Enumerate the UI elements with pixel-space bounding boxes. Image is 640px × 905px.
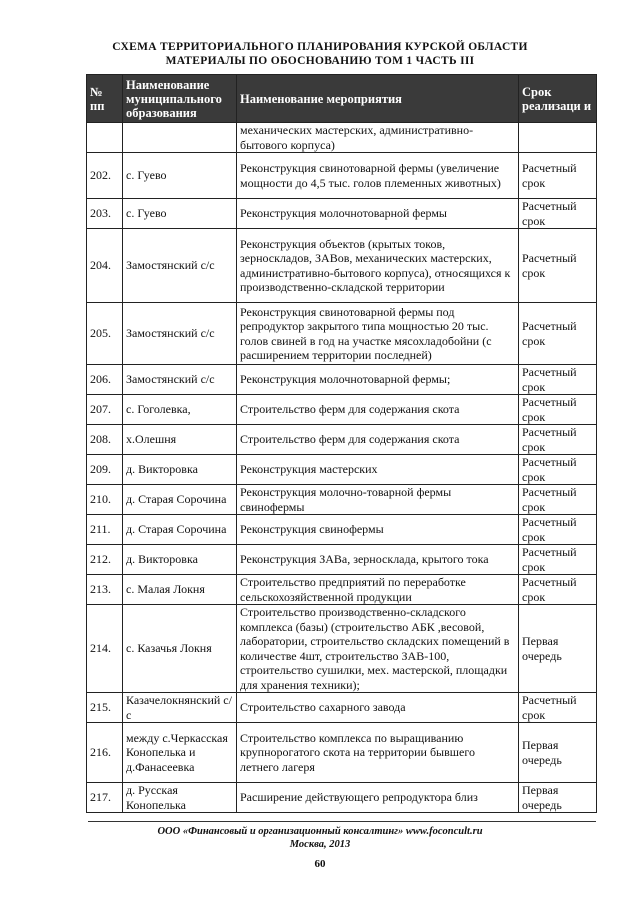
table-row — [87, 693, 597, 723]
row-municipality: Казачелокнянский с/с — [123, 693, 237, 723]
row-municipality: с. Малая Локня — [123, 575, 237, 605]
table-row — [87, 515, 597, 545]
table-row — [87, 545, 597, 575]
row-measure: Строительство сахарного завода — [237, 693, 519, 723]
row-municipality: Замостянский с/с — [123, 303, 237, 365]
row-term: Первая очередь — [519, 783, 597, 813]
row-number: 203. — [87, 199, 123, 229]
page-number: 60 — [314, 858, 326, 870]
row-number: 204. — [87, 229, 123, 303]
row-municipality: с. Гуево — [123, 199, 237, 229]
row-measure: механических мастерских, административно-бытового корпуса) — [237, 123, 519, 153]
table-row — [87, 455, 597, 485]
table-body — [87, 123, 597, 813]
row-term: Расчетный срок — [519, 693, 597, 723]
row-measure: Строительство ферм для содержания скота — [237, 395, 519, 425]
table-row — [87, 153, 597, 199]
row-number: 214. — [87, 605, 123, 693]
row-term: Расчетный срок — [519, 365, 597, 395]
page-header — [0, 40, 640, 68]
row-measure: Реконструкция свинотоварной фермы под репродуктор закрытого типа мощностью 20 тыс. голов свиней в год на участке мясохладобойни (с расширением территории последней) — [237, 303, 519, 365]
row-measure: Расширение действующего репродуктора близ — [237, 783, 519, 813]
row-measure: Реконструкция свинофермы — [237, 515, 519, 545]
row-municipality — [123, 123, 237, 153]
table-row — [87, 605, 597, 693]
row-municipality: Замостянский с/с — [123, 229, 237, 303]
row-term: Расчетный срок — [519, 199, 597, 229]
table-row — [87, 575, 597, 605]
row-number: 211. — [87, 515, 123, 545]
col-header-measure: Наименование мероприятия — [237, 75, 519, 123]
footer-divider — [88, 821, 596, 822]
row-number: 202. — [87, 153, 123, 199]
row-number: 210. — [87, 485, 123, 515]
row-measure: Строительство производственно-складского комплекса (базы) (строительство АБК ,весовой, лаборатории, строительство складских помещений в количестве 4шт, строительство ЗАВ-100, строительство сушилки, мех. мастерской, площадки для хранения техники); — [237, 605, 519, 693]
table-row — [87, 365, 597, 395]
row-number: 209. — [87, 455, 123, 485]
row-municipality: с. Гоголевка, — [123, 395, 237, 425]
row-number: 213. — [87, 575, 123, 605]
row-term: Первая очередь — [519, 605, 597, 693]
row-term: Расчетный срок — [519, 395, 597, 425]
row-term: Расчетный срок — [519, 485, 597, 515]
row-term: Расчетный срок — [519, 455, 597, 485]
row-municipality: х.Олешня — [123, 425, 237, 455]
row-number: 205. — [87, 303, 123, 365]
row-term: Расчетный срок — [519, 153, 597, 199]
row-municipality: д. Викторовка — [123, 545, 237, 575]
row-number: 217. — [87, 783, 123, 813]
row-term: Расчетный срок — [519, 425, 597, 455]
row-municipality: с. Казачья Локня — [123, 605, 237, 693]
row-number: 207. — [87, 395, 123, 425]
row-municipality: между с.Черкасская Конопелька и д.Фанасеевка — [123, 723, 237, 783]
row-term: Расчетный срок — [519, 545, 597, 575]
header-title: СХЕМА ТЕРРИТОРИАЛЬНОГО ПЛАНИРОВАНИЯ КУРСКОЙ ОБЛАСТИ — [112, 41, 528, 53]
col-header-number: № пп — [87, 75, 123, 123]
row-number: 215. — [87, 693, 123, 723]
row-term: Расчетный срок — [519, 575, 597, 605]
row-number: 216. — [87, 723, 123, 783]
table-row — [87, 303, 597, 365]
measures-table — [86, 74, 597, 813]
row-measure: Строительство предприятий по переработке сельскохозяйственной продукции — [237, 575, 519, 605]
table-row — [87, 229, 597, 303]
row-municipality: д. Старая Сорочина — [123, 515, 237, 545]
row-term — [519, 123, 597, 153]
row-number — [87, 123, 123, 153]
table-row — [87, 723, 597, 783]
row-municipality: с. Гуево — [123, 153, 237, 199]
row-number: 206. — [87, 365, 123, 395]
row-measure: Реконструкция молочнотоварной фермы — [237, 199, 519, 229]
footer-company: ООО «Финансовый и организационный консалтинг» www.foconcult.ru — [157, 826, 483, 837]
row-measure: Реконструкция свинотоварной фермы (увеличение мощности до 4,5 тыс. голов племенных животных) — [237, 153, 519, 199]
row-measure: Реконструкция мастерских — [237, 455, 519, 485]
col-header-municipality: Наименование муниципального образования — [123, 75, 237, 123]
row-number: 208. — [87, 425, 123, 455]
footer-city: Москва, 2013 — [289, 839, 351, 850]
row-measure: Реконструкция объектов (крытых токов, зерноскладов, ЗАВов, механических мастерских, административно-бытового корпуса), относящихся к производственно-складской территории — [237, 229, 519, 303]
row-municipality: д. Викторовка — [123, 455, 237, 485]
row-municipality: Замостянский с/с — [123, 365, 237, 395]
row-number: 212. — [87, 545, 123, 575]
table-row — [87, 395, 597, 425]
row-municipality: д. Русская Конопелька — [123, 783, 237, 813]
row-term: Расчетный срок — [519, 229, 597, 303]
header-subtitle: МАТЕРИАЛЫ ПО ОБОСНОВАНИЮ ТОМ 1 ЧАСТЬ III — [165, 55, 475, 67]
row-municipality: д. Старая Сорочина — [123, 485, 237, 515]
table-row — [87, 783, 597, 813]
table-row — [87, 425, 597, 455]
row-measure: Строительство ферм для содержания скота — [237, 425, 519, 455]
col-header-term: Срок реализаци и — [519, 75, 597, 123]
table-row — [87, 123, 597, 153]
row-term: Расчетный срок — [519, 515, 597, 545]
row-measure: Реконструкция молочно-товарной фермы свинофермы — [237, 485, 519, 515]
row-measure: Строительство комплекса по выращиванию крупнорогатого скота на территории бывшего летнего лагеря — [237, 723, 519, 783]
row-term: Первая очередь — [519, 723, 597, 783]
table-row — [87, 485, 597, 515]
table-header — [87, 75, 597, 123]
row-measure: Реконструкция ЗАВа, зерносклада, крытого тока — [237, 545, 519, 575]
row-term: Расчетный срок — [519, 303, 597, 365]
table-row — [87, 199, 597, 229]
row-measure: Реконструкция молочнотоварной фермы; — [237, 365, 519, 395]
